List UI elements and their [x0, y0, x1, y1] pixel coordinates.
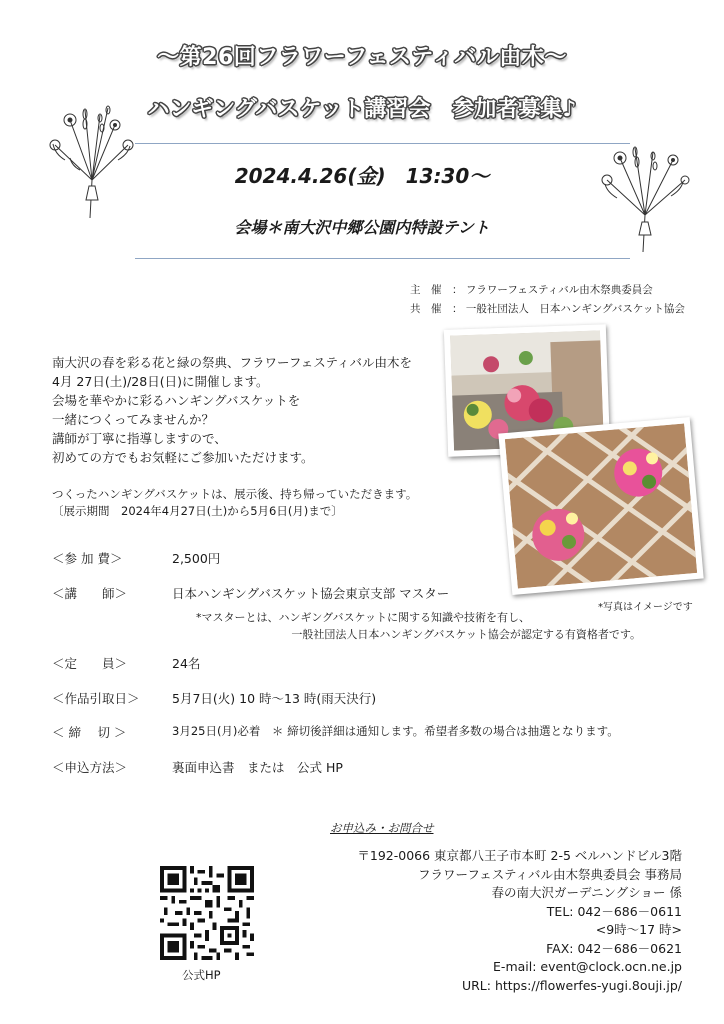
contact-address: 〒192-0066 東京都八王子市本町 2-5 ベルハンドビル3階	[357, 848, 682, 863]
contact-dept: 春の南大沢ガーデニングショー 係	[491, 885, 682, 900]
qr-label: 公式HP	[182, 968, 221, 982]
host-name: フラワーフェスティバル由木祭典委員会	[465, 284, 653, 296]
apply-label: ＜申込方法＞	[52, 760, 128, 775]
contact-email[interactable]: E-mail: event@clock.ocn.ne.jp	[493, 959, 682, 974]
intro-line: 初めての方でもお気軽にご参加いただけます。	[52, 450, 314, 465]
event-date: 2024.4.26(金) 13:30～	[234, 164, 490, 188]
contact-heading: お申込み・お問合せ	[330, 821, 434, 835]
pickup-value: 5月7日(火) 10 時～13 時(雨天決行)	[172, 691, 377, 706]
display-period: 〔展示期間 2024年4月27日(土)から5月6日(月)まで〕	[52, 504, 343, 518]
contact-tel: TEL: 042－686－0611	[546, 903, 682, 919]
pickup-label: ＜作品引取日＞	[52, 691, 140, 706]
apply-value: 裏面申込書 または 公式 HP	[172, 760, 343, 775]
contact-block	[357, 847, 682, 995]
host-row	[410, 281, 685, 300]
display-note: つくったハンギングバスケットは、展示後、持ち帰っていただきます。	[52, 487, 418, 501]
event-title: ～第26回フラワーフェスティバル由木～	[157, 45, 567, 70]
qr-code[interactable]	[160, 866, 254, 960]
deadline-value: 3月25日(月)必着 ＊ 締切後詳細は通知します。希望者多数の場合は抽選となります。	[172, 724, 619, 738]
organizers	[410, 281, 685, 319]
cohost-label: 共 催 ：	[410, 303, 463, 315]
event-venue: 会場＊南大沢中郷公園内特設テント	[234, 218, 490, 237]
deadline-label: ＜ 締 切 ＞	[52, 725, 127, 740]
cohost-row	[410, 300, 685, 319]
venue-divider	[135, 258, 630, 259]
master-note	[196, 609, 641, 643]
intro-text	[52, 353, 442, 467]
fee-label: ＜参 加 費＞	[52, 551, 123, 566]
title-divider	[135, 143, 630, 144]
capacity-label: ＜定 員＞	[52, 656, 128, 671]
intro-line: 一緒につくってみませんか？	[52, 412, 215, 427]
intro-line: 講師が丁寧に指導しますので、	[52, 431, 227, 446]
fee-value: 2,500円	[172, 551, 221, 566]
contact-url[interactable]: URL: https://flowerfes-yugi.8ouji.jp/	[461, 977, 682, 993]
master-note-line2: 一般社団法人日本ハンギングバスケット協会が認定する有資格者です。	[291, 628, 641, 641]
contact-hours: <9時～17 時>	[595, 922, 682, 937]
intro-line: 南大沢の春を彩る花と緑の祭典、フラワーフェスティバル由木を	[52, 355, 413, 370]
instructor-value: 日本ハンギングバスケット協会東京支部 マスター	[172, 586, 450, 601]
cohost-name: 一般社団法人 日本ハンギングバスケット協会	[465, 303, 685, 315]
capacity-value: 24名	[172, 656, 201, 671]
contact-fax: FAX: 042－686－0621	[546, 940, 682, 956]
master-note-line1: *マスターとは、ハンギングバスケットに関する知識や技術を有し、	[196, 611, 530, 624]
instructor-label: ＜講 師＞	[52, 586, 128, 601]
workshop-title: ハンギングバスケット講習会 参加者募集♪	[147, 97, 577, 122]
intro-line: 会場を華やかに彩るハンギングバスケットを	[52, 393, 301, 408]
host-label: 主 催 ：	[410, 284, 463, 296]
intro-line: 4月 27日(土)/28日(日)に開催します。	[52, 374, 269, 389]
contact-org: フラワーフェスティバル由木祭典委員会 事務局	[418, 866, 682, 882]
display-info	[52, 486, 417, 520]
photo-hanging-baskets	[498, 417, 703, 595]
photo-caption: *写真はイメージです	[598, 602, 693, 613]
